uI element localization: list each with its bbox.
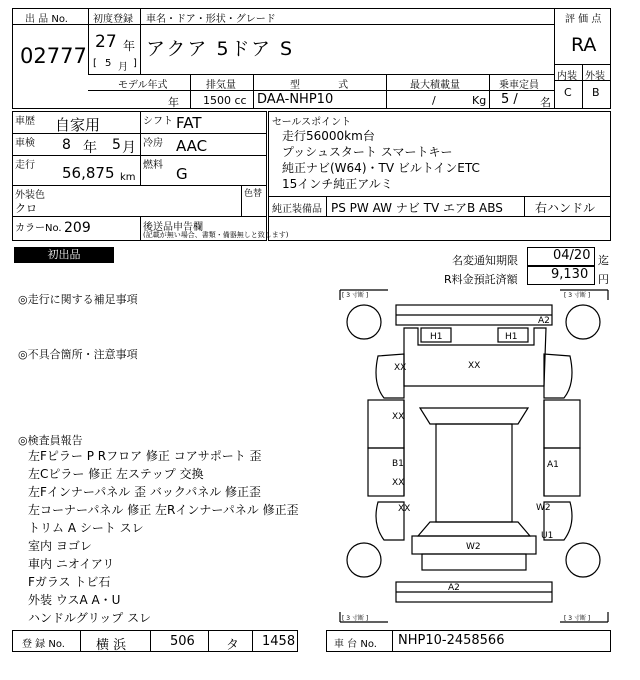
load-unit: Kg: [472, 94, 487, 107]
damage-mark: A1: [547, 460, 559, 470]
history-value: 自家用: [55, 116, 101, 134]
model-year-unit: 年: [168, 96, 179, 109]
hood: [404, 328, 546, 386]
defects-title: ◎不具合箇所・注意事項: [18, 348, 138, 361]
exterior-label: 外装: [585, 71, 605, 82]
recycle-value: 9,130: [551, 267, 589, 282]
shift-value: FAT: [176, 114, 202, 132]
wheel-front-left: [347, 305, 381, 339]
equip-label: 純正装備品: [272, 204, 322, 215]
aftermarket-label: 後送品申告欄: [143, 222, 203, 233]
rear-window: [418, 522, 530, 536]
inspector-line: Fガラス トビ石: [28, 575, 111, 589]
inspector-line: 左Fインナーパネル 歪 バックパネル 修正歪: [28, 485, 262, 499]
model-label: 車名・ドア・形状・グレード: [146, 14, 276, 25]
mileage-unit: km: [120, 172, 136, 183]
damage-mark: B1: [392, 459, 404, 469]
color-no-value: 209: [64, 220, 91, 236]
mileage-label: 走行: [15, 160, 35, 171]
inspector-line: トリム A シート スレ: [28, 521, 144, 535]
fuel-label: 燃料: [143, 160, 163, 171]
ac-label: 冷房: [143, 138, 163, 149]
damage-mark: XX: [392, 478, 405, 488]
rear-door-left: [368, 448, 404, 496]
inspector-line: 左Cピラー 修正 左ステップ 交換: [28, 467, 204, 481]
history-label: 車歴: [15, 116, 35, 127]
inspection-month-unit: 月: [122, 140, 136, 156]
shift-label: シフト: [143, 116, 173, 127]
reg-place: 横 浜: [96, 638, 127, 653]
wheel-rear-left: [347, 543, 381, 577]
fuel-value: G: [176, 165, 188, 183]
first-reg-month: 5: [105, 58, 112, 69]
interior-grade: C: [564, 86, 572, 99]
sales-line: 走行56000km台: [282, 129, 375, 143]
inspection-year: 8: [62, 137, 71, 153]
corner-label-tl: [ 3 寸断 ]: [342, 292, 369, 299]
name-change-unit: 迄: [598, 254, 609, 267]
wheel-front-right: [566, 305, 600, 339]
recycle-unit: 円: [598, 273, 609, 286]
inspector-line: 左コーナーパネル 修正 左Rインナーパネル 修正歪: [28, 503, 299, 517]
damage-mark: W2: [536, 503, 551, 513]
inspector-line: 外装 ウスA A・U: [28, 593, 121, 607]
inspection-label: 車検: [15, 138, 35, 149]
displacement-value: 1500 cc: [203, 94, 247, 107]
chassis-value: NHP10-2458566: [398, 633, 505, 648]
sales-line: プッシュスタート スマートキー: [282, 145, 453, 159]
capacity-value: 5 /: [501, 92, 518, 107]
front-door-left: [368, 400, 404, 448]
model-year-label: モデル年式: [118, 80, 168, 91]
damage-mark: A2: [448, 583, 460, 593]
damage-mark: U1: [541, 531, 554, 541]
rear-panel: [422, 554, 526, 570]
damage-mark: H1: [505, 332, 518, 342]
inspection-year-unit: 年: [83, 140, 97, 156]
roof: [436, 424, 512, 522]
car-damage-diagram: [338, 288, 610, 624]
exterior-grade: B: [592, 86, 600, 99]
driving-remarks-title: ◎走行に関する補足事項: [18, 293, 138, 306]
capacity-label: 乗車定員: [499, 80, 539, 91]
sales-title: セールスポイント: [272, 117, 352, 128]
first-reg-label: 初度登録: [93, 14, 133, 25]
displacement-label: 排気量: [206, 80, 236, 91]
front-fender-left: [376, 354, 407, 398]
corner-label-br: [ 3 寸断 ]: [564, 615, 591, 622]
eval-score: RA: [571, 34, 597, 56]
name-change-label: 名変通知期限: [452, 254, 518, 267]
inspector-line: ハンドルグリップ スレ: [28, 611, 152, 625]
recycle-label: R料金預託済額: [444, 273, 518, 286]
front-door-right: [544, 400, 580, 448]
model-name: アクア 5ドア S: [146, 38, 295, 60]
damage-mark: XX: [394, 363, 407, 373]
inspector-title: ◎検査員報告: [18, 434, 83, 447]
color-change-label: 色替: [244, 189, 263, 199]
ext-color-value: クロ: [15, 202, 37, 215]
first-reg-month-unit: 月: [118, 62, 128, 73]
rear-door-right: [544, 448, 580, 496]
mileage-value: 56,875: [62, 164, 115, 182]
aftermarket-note: (記載が無い場合、書類・備器無しと致します): [143, 231, 289, 239]
first-listing-badge: 初出品: [14, 247, 114, 263]
wheel-rear-right: [566, 543, 600, 577]
lot-no-label: 出 品 No.: [25, 14, 68, 25]
first-reg-month-close: ]: [133, 58, 137, 69]
chassis-label: 車 台 No.: [334, 639, 377, 650]
corner-label-tr: [ 3 寸断 ]: [564, 292, 591, 299]
sales-line: 15インチ純正アルミ: [282, 177, 393, 191]
damage-mark: XX: [392, 412, 405, 422]
sales-line: 純正ナビ(W64)・TV ビルトインETC: [282, 161, 480, 175]
windshield: [420, 408, 528, 424]
first-reg-year-unit: 年: [123, 39, 136, 53]
reg-label: 登 録 No.: [22, 639, 65, 650]
first-reg-year: 27: [95, 32, 117, 52]
name-change-value: 04/20: [553, 248, 591, 263]
steering-value: 右ハンドル: [535, 201, 596, 215]
front-fender-right: [544, 354, 572, 398]
interior-label: 内装: [557, 71, 577, 82]
corner-label-bl: [ 3 寸断 ]: [342, 615, 369, 622]
type-label: 型 式: [290, 80, 349, 91]
inspector-line: 室内 ヨゴレ: [28, 539, 92, 553]
reg-class: 506: [170, 634, 195, 649]
damage-mark: W2: [466, 542, 481, 552]
equip-value: PS PW AW ナビ TV エアB ABS: [331, 201, 503, 215]
reg-kana: タ: [226, 638, 240, 653]
damage-mark: XX: [468, 361, 481, 371]
type-value: DAA-NHP10: [257, 92, 334, 107]
eval-label: 評 価 点: [565, 14, 602, 25]
load-label: 最大積載量: [410, 80, 460, 91]
capacity-unit: 名: [540, 96, 551, 109]
inspector-line: 左Fピラー P Rフロア 修正 コアサポート 歪: [28, 449, 262, 463]
damage-mark: XX: [398, 504, 411, 514]
load-value: /: [432, 94, 436, 107]
ext-color-label: 外装色: [15, 190, 45, 201]
lot-no-value: 02777: [20, 44, 87, 68]
inspection-month: 5: [112, 137, 121, 153]
reg-number: 1458: [262, 634, 296, 649]
damage-mark: A2: [538, 316, 550, 326]
ac-value: AAC: [176, 137, 208, 155]
first-reg-month-open: [: [93, 58, 97, 69]
color-no-label: カラーNo.: [15, 223, 62, 234]
inspector-line: 車内 ニオイアリ: [28, 557, 115, 571]
damage-mark: H1: [430, 332, 443, 342]
